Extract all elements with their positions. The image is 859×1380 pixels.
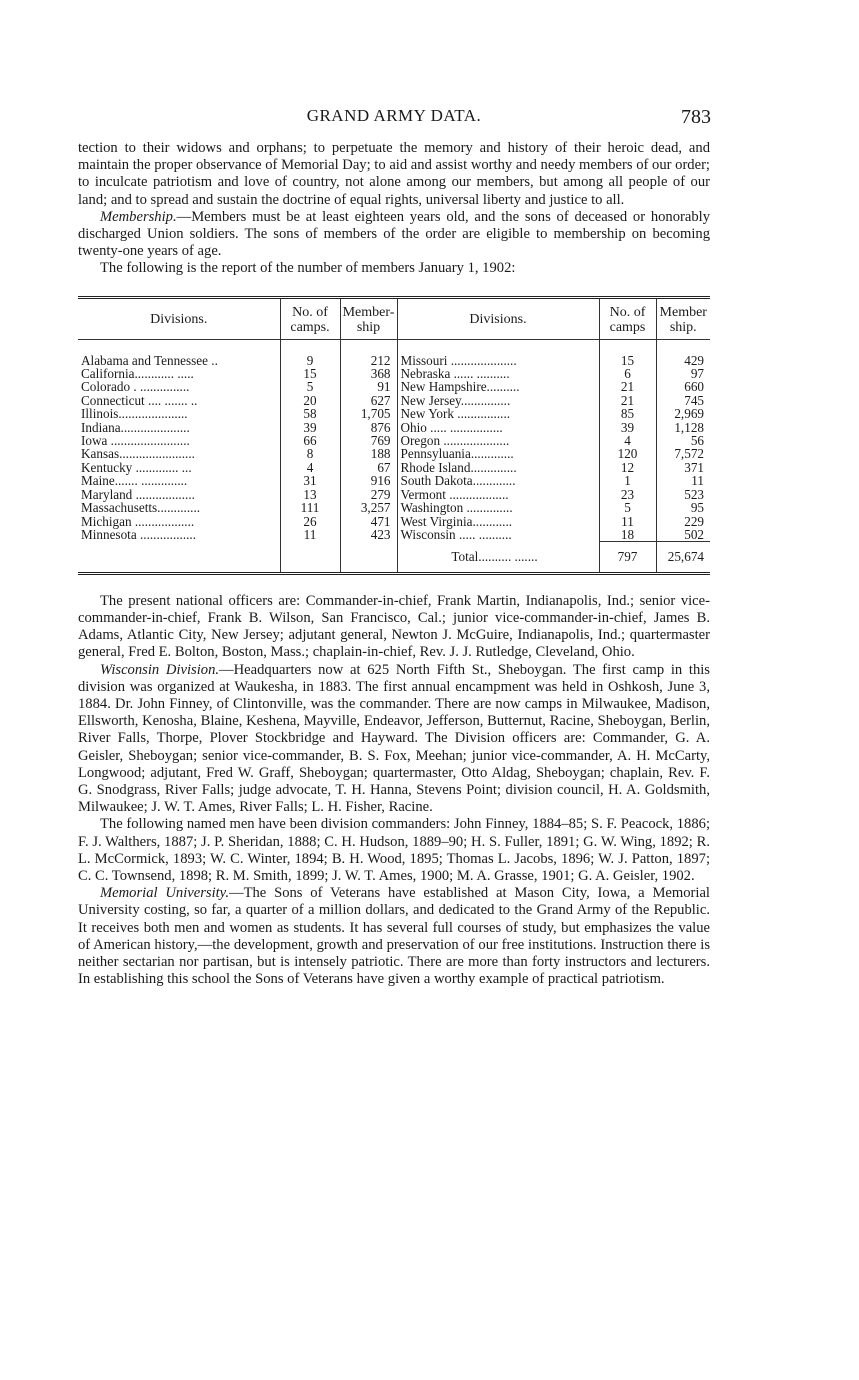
members-right: 56	[656, 434, 710, 447]
members-right: 502	[656, 528, 710, 542]
members-right: 429	[656, 354, 710, 367]
camps-left: 111	[280, 501, 340, 514]
camps-right: 5	[599, 501, 656, 514]
camps-left: 13	[280, 488, 340, 501]
camps-left: 5	[280, 380, 340, 393]
table-row	[78, 501, 710, 514]
memorial-lead: Memorial University.	[100, 885, 229, 902]
division-name-left: Alabama and Tennessee ..	[81, 352, 218, 368]
table-row	[78, 447, 710, 460]
division-name-right: Rhode Island..............	[397, 461, 599, 474]
table-row	[78, 380, 710, 393]
members-left: 1,705	[340, 407, 397, 420]
paragraph-division-commanders: The following named men have been division commanders: John Finney, 1884–85; S. F. Peacock, 1886; F. J. Walthers, 1887; J. P. Sheridan, 1888; C. H. Hudson, 1889–90; H. S. Fuller, 1891; G. W. Wing, 1892; R. L. McCormick, 1893; W. C. Winter, 1894; B. H. Wood, 1895; Thomas L. Jacobs, 1896; W. J. Patton, 1897; C. C. Townsend, 1898; R. M. Smith, 1899; J. W. T. Ames, 1900; M. A. Grasse, 1901; G. A. Geisler, 1902.	[78, 816, 710, 884]
table-row	[78, 461, 710, 474]
members-right: 7,572	[656, 447, 710, 460]
camps-left: 4	[280, 461, 340, 474]
members-left: 471	[340, 515, 397, 528]
paragraph-report-intro: The following is the report of the number of members January 1, 1902:	[100, 260, 516, 277]
header-membership-left: Member-ship	[340, 299, 397, 340]
header-divisions-right: Divisions.	[397, 299, 599, 340]
table-row	[78, 488, 710, 501]
division-name-left: Kentucky ............. ...	[81, 459, 192, 475]
division-name-right: West Virginia............	[397, 515, 599, 528]
camps-left: 9	[280, 354, 340, 367]
header-camps-right: No. of camps	[599, 299, 656, 340]
camps-right: 12	[599, 461, 656, 474]
camps-left: 58	[280, 407, 340, 420]
members-left: 916	[340, 474, 397, 487]
total-row	[78, 542, 710, 572]
paragraph-purposes: tection to their widows and orphans; to perpetuate the memory and history of their heroic dead, and maintain the proper observance of Memorial Day; to aid and assist worthy and needy members of our order; to inculcate patriotism and love of country, not alone among our members, but among all people of our land; and to spread and sustain the doctrine of equal rights, universal liberty and justice to all.	[78, 140, 710, 208]
division-name-right: Ohio ..... ................	[397, 421, 599, 434]
camps-left: 20	[280, 394, 340, 407]
members-right: 371	[656, 461, 710, 474]
table-row	[78, 367, 710, 380]
memorial-text: —The Sons of Veterans have established at Mason City, Iowa, a Memorial University costing, so far, a quarter of a million dollars, and dedicated to the Grand Army of the Republic. It receives both men and women as students. It has several full courses of study, but emphasizes the value of American history,—the development, growth and preservation of our free institutions. Instruction there is neither sectarian nor partisan, but is intensely patriotic. There are more than forty instructors and lecturers. In establishing this school the Sons of Veterans have given a worthy example of practical patriotism.	[78, 885, 710, 988]
members-left: 769	[340, 434, 397, 447]
division-name-left: Maine....... ..............	[81, 473, 188, 489]
division-name-left: California............ .....	[81, 366, 194, 382]
table-row	[78, 394, 710, 407]
paragraph-membership	[78, 209, 710, 261]
camps-right: 85	[599, 407, 656, 420]
camps-left: 8	[280, 447, 340, 460]
camps-left: 31	[280, 474, 340, 487]
wisconsin-lead: Wisconsin Division.	[100, 661, 220, 678]
division-name-right: New Hampshire..........	[397, 380, 599, 393]
paragraph-wisconsin-division	[78, 662, 710, 817]
division-name-right: Washington ..............	[397, 501, 599, 514]
camps-right: 15	[599, 354, 656, 367]
table-header-row	[78, 299, 710, 340]
division-name-right: Pennsyluania.............	[397, 447, 599, 460]
table-row	[78, 354, 710, 367]
camps-right: 21	[599, 394, 656, 407]
members-right: 95	[656, 501, 710, 514]
table-row	[78, 515, 710, 528]
camps-left: 11	[280, 528, 340, 542]
camps-left: 15	[280, 367, 340, 380]
members-right: 745	[656, 394, 710, 407]
camps-right: 6	[599, 367, 656, 380]
total-label: Total.......... .......	[397, 542, 599, 572]
division-name-right: Missouri ....................	[397, 354, 599, 367]
membership-text: —Members must be at least eighteen years old, and the sons of deceased or honorably discharged Union soldiers. The sons of members of the order are eligible to membership on becoming twenty-one years of age.	[78, 208, 710, 260]
division-name-left: Iowa ........................	[81, 433, 190, 449]
camps-right: 1	[599, 474, 656, 487]
camps-left: 39	[280, 421, 340, 434]
header-camps-left: No. of camps.	[280, 299, 340, 340]
table-row	[78, 434, 710, 447]
wisconsin-text: —Headquarters now at 625 North Fifth St., Sheboygan. The first camp in this division was organized at Waukesha, in 1883. The first annual encampment was held in Oshkosh, June 3, 1884. Dr. John Finney, of Clintonville, was the commander. There are now camps in Milwaukee, Madison, Ellsworth, Kenosha, Blaine, Keshena, Mayville, Endeavor, Jefferson, Butternut, Racine, Sheboygan, Berlin, River Falls, Thorpe, Plover Stockbridge and Hayward. The Division officers are: Commander, G. A. Geisler, Sheboygan; senior vice-commander, B. S. Fox, Meehan; junior vice-commander, A. H. McCarty, Longwood; adjutant, Fred W. Graff, Sheboygan; quartermaster, Otto Aldag, Sheboygan; chaplain, Rev. F. G. Snodgrass, River Falls; judge advocate, T. H. Hanna, Stevens Point; division council, H. A. Goldsmith, Milwaukee; J. W. T. Ames, River Falls; L. H. Fisher, Racine.	[78, 661, 710, 816]
members-left: 279	[340, 488, 397, 501]
camps-left: 66	[280, 434, 340, 447]
page-number: 783	[681, 106, 711, 128]
table-row	[78, 421, 710, 434]
table-bottom-rule	[78, 572, 710, 575]
members-right: 11	[656, 474, 710, 487]
members-left: 188	[340, 447, 397, 460]
running-title: GRAND ARMY DATA.	[306, 106, 482, 125]
camps-right: 120	[599, 447, 656, 460]
division-name-right: South Dakota.............	[397, 474, 599, 487]
division-name-left: Kansas.......................	[81, 446, 195, 462]
camps-right: 18	[599, 528, 656, 542]
total-camps: 797	[599, 542, 656, 572]
camps-right: 23	[599, 488, 656, 501]
camps-left: 26	[280, 515, 340, 528]
division-name-right: Nebraska ...... ..........	[397, 367, 599, 380]
members-left: 212	[340, 354, 397, 367]
members-left: 3,257	[340, 501, 397, 514]
division-name-left: Massachusetts.............	[81, 500, 201, 516]
division-name-left: Minnesota .................	[81, 527, 197, 543]
paragraph-national-officers: The present national officers are: Commander-in-chief, Frank Martin, Indianapolis, Ind.; senior vice-commander-in-chief, Frank B. Wilson, San Francisco, Cal.; junior vice-commander-in-chief, James B. Adams, Atlantic City, New Jersey; adjutant general, Newton J. McGuire, Indianapolis, Ind.; quartermaster general, Fred E. Bolton, Boston, Mass.; chaplain-in-chief, Rev. J. J. Rutledge, Cleveland, Ohio.	[78, 592, 710, 661]
members-left: 423	[340, 528, 397, 542]
division-name-left: Connecticut .... ....... ..	[81, 392, 198, 408]
division-name-right: New Jersey...............	[397, 394, 599, 407]
division-name-right: Vermont ..................	[397, 488, 599, 501]
division-name-left: Michigan ..................	[81, 513, 195, 529]
members-right: 97	[656, 367, 710, 380]
members-right: 229	[656, 515, 710, 528]
members-right: 2,969	[656, 407, 710, 420]
camps-right: 4	[599, 434, 656, 447]
division-name-left: Indiana.....................	[81, 419, 190, 435]
members-left: 627	[340, 394, 397, 407]
division-name-left: Illinois.....................	[81, 406, 188, 422]
members-left: 368	[340, 367, 397, 380]
division-name-right: Oregon ....................	[397, 434, 599, 447]
table-row	[78, 407, 710, 420]
membership-lead: Membership.	[100, 208, 177, 225]
paragraph-memorial-university	[78, 885, 710, 988]
members-right: 660	[656, 380, 710, 393]
table-row	[78, 474, 710, 487]
header-membership-right: Member ship.	[656, 299, 710, 340]
page	[78, 100, 710, 988]
total-members: 25,674	[656, 542, 710, 572]
page-header	[78, 100, 710, 140]
membership-table	[78, 299, 710, 572]
members-left: 876	[340, 421, 397, 434]
members-right: 1,128	[656, 421, 710, 434]
members-left: 67	[340, 461, 397, 474]
table-body	[78, 339, 710, 542]
division-name-left: Colorado . ...............	[81, 379, 190, 395]
header-divisions-left: Divisions.	[78, 299, 280, 340]
division-name-right: Wisconsin ..... ..........	[397, 528, 599, 542]
table-row	[78, 528, 710, 542]
camps-right: 39	[599, 421, 656, 434]
division-name-right: New York ................	[397, 407, 599, 420]
members-left: 91	[340, 380, 397, 393]
division-name-left: Maryland ..................	[81, 486, 195, 502]
camps-right: 11	[599, 515, 656, 528]
members-right: 523	[656, 488, 710, 501]
camps-right: 21	[599, 380, 656, 393]
table-spacer-row	[78, 339, 710, 354]
